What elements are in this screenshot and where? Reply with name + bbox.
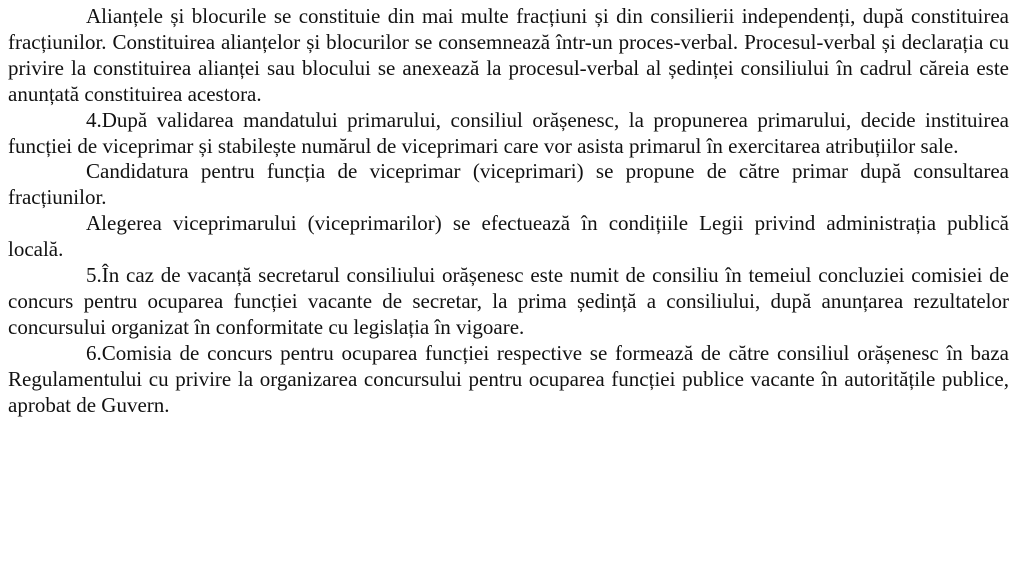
paragraph-alliances-blocs: Alianțele și blocurile se constituie din mai multe fracțiuni și din consilierii independenți, după constituirea fracțiunilor. Constituirea alianțelor și blocurilor se consemnează într-un proces-verbal. Procesul-verbal și declarația cu privire la constituirea alianței sau blocului se anexează la procesul-verbal al ședinței consiliului în cadrul căreia este anunțată constituirea acestora.	[8, 4, 1009, 106]
paragraph-deputy-mayor-candidacy: Candidatura pentru funcția de viceprimar (viceprimari) se propune de către primar după consultarea fracțiunilor.	[8, 159, 1009, 210]
paragraph-6-competition-commission: 6.Comisia de concurs pentru ocuparea funcției respective se formează de către consiliul orășenesc în baza Regulamentului cu privire la organizarea concursului pentru ocuparea funcției publice vacante în autoritățile publice, aprobat de Guvern.	[8, 340, 1009, 417]
paragraph-deputy-mayor-election: Alegerea viceprimarului (viceprimarilor) se efectuează în condițiile Legii privind administrația publică locală.	[8, 211, 1009, 262]
paragraph-4-deputy-mayor-function: 4.După validarea mandatului primarului, consiliul orășenesc, la propunerea primarului, decide instituirea funcției de viceprimar și stabilește numărul de viceprimari care vor asista primarul în exercitarea atribuțiilor sale.	[8, 107, 1009, 158]
paragraph-5-secretary-vacancy: 5.În caz de vacanță secretarul consiliului orășenesc este numit de consiliu în temeiul concluziei comisiei de concurs pentru ocuparea funcției vacante de secretar, la prima ședință a consiliului, după anunțarea rezultatelor concursului organizat în conformitate cu legislația în vigoare.	[8, 263, 1009, 339]
